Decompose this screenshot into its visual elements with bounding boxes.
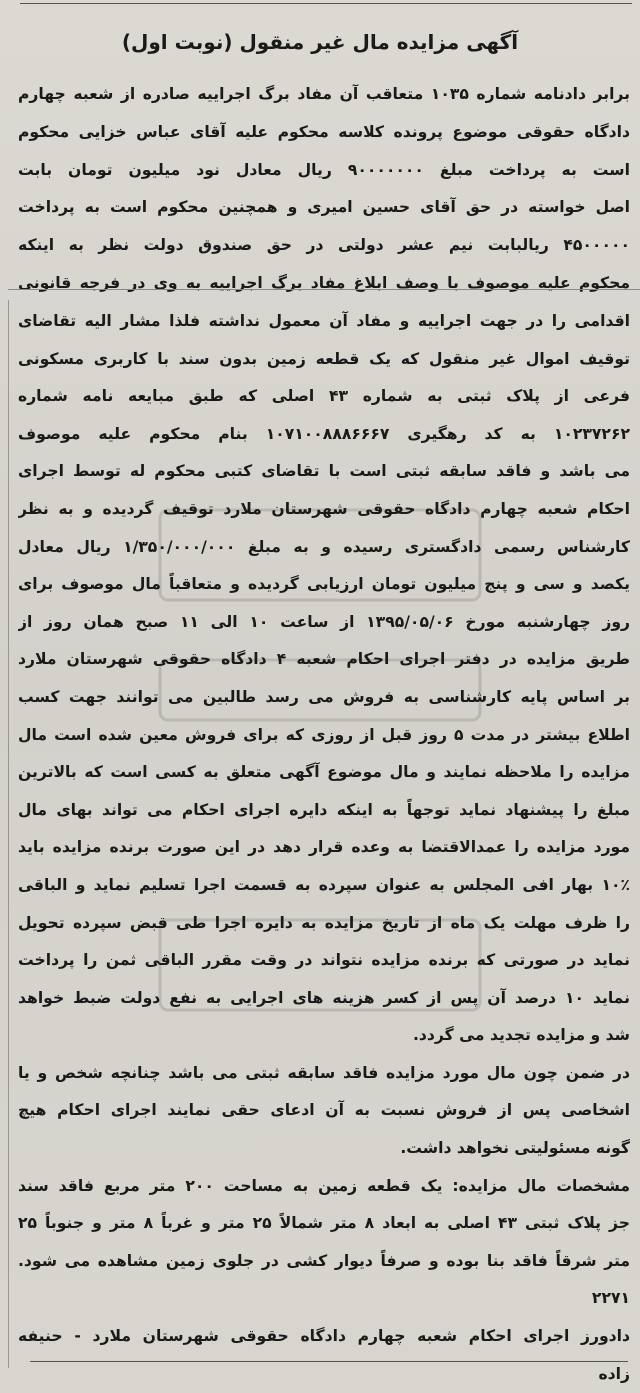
- text-line: مورد مزایده را عمدالاقتضا به وعده قرار دهد در این صورت برنده مزایده باید: [18, 838, 630, 857]
- text-line: شد و مزایده تجدید می گردد.: [412, 1026, 630, 1045]
- text-line: احکام شعبه چهارم دادگاه حقوقی شهرستان ملارد توقیف گردیده و به نظر: [18, 499, 630, 518]
- notice-body-bottom: [18, 303, 630, 1393]
- text-line: در ضمن چون مال مورد مزایده فاقد سابقه ثبتی می باشد چنانچه شخص و یا: [18, 1063, 630, 1082]
- text-line: متر شرقاً فاقد بنا بوده و صرفاً دیوار کشی در جلوی زمین مشاهده می شود.: [18, 1251, 630, 1270]
- text-line: اقدامی را در جهت اجراییه و مفاد آن معمول نداشته فلذا مشار الیه تقاضای: [18, 312, 630, 330]
- text-line: فرعی از پلاک ثبتی به شماره ۴۳ اصلی که طبق مبایعه نامه شماره: [18, 387, 630, 406]
- text-line: یکصد و سی و پنج میلیون تومان ارزیابی گردیده و متعاقباً مال موصوف برای: [18, 575, 630, 594]
- text-line: دادگاه حقوقی موضوع پرونده کلاسه محکوم علیه آقای عباس خزایی محکوم: [18, 122, 630, 141]
- text-line: بر اساس پایه کارشناسی به فروش می رسد طالبین می توانند جهت کسب: [18, 687, 630, 706]
- text-line: است به پرداخت مبلغ ۹۰۰۰۰۰۰۰ ریال معادل نود میلیون تومان بابت: [18, 160, 630, 179]
- text-line: گونه مسئولیتی نخواهد داشت.: [400, 1139, 630, 1158]
- text-line: اطلاع بیشتر در مدت ۵ روز قبل از روزی که برای فروش معین شده است مال: [18, 725, 630, 744]
- notice-body-top: [18, 76, 630, 303]
- text-line: اصل خواسته در حق آقای حسین امیری و همچنین محکوم است به پرداخت: [18, 198, 630, 217]
- text-line: مبلغ را پیشنهاد نماید توجهاً به اینکه دایره اجرای احکام می تواند بهای مال: [18, 800, 630, 819]
- text-line: مشخصات مال مزایده: یک قطعه زمین به مساحت ۲۰۰ متر مربع فاقد سند: [18, 1176, 630, 1195]
- text-line: ۴۵۰۰۰۰۰ ریالبابت نیم عشر دولتی در حق صندوق دولت نظر به اینکه: [18, 236, 630, 255]
- text-line: نماید در صورتی که برنده مزایده نتواند در وقت مقرر الباقی ثمن را پرداخت: [18, 951, 630, 970]
- margin-line: [8, 300, 9, 1368]
- text-line: ۲۲۷۱: [591, 1289, 630, 1308]
- text-line: توقیف اموال غیر منقول که یک قطعه زمین بدون سند با کاربری مسکونی: [18, 349, 630, 368]
- text-line: زاده: [598, 1364, 630, 1383]
- text-line: می باشد و فاقد سابقه ثبتی است با تقاضای کتبی محکوم له توسط اجرای: [18, 462, 630, 481]
- notice-title: آگهی مزایده مال غیر منقول (نوبت اول): [121, 30, 519, 54]
- text-line: جز پلاک ثبتی ۴۳ اصلی به ابعاد ۸ متر شمالاً ۲۵ متر و غرباً ۸ متر و جنوباً ۲۵: [18, 1214, 630, 1233]
- text-line: را ظرف مهلت یک ماه از تاریخ مزایده به دایره اجرا طی قبض سپرده تحویل: [18, 913, 630, 932]
- text-line: نماید ۱۰ درصد آن پس از کسر هزینه های اجرایی به نفع دولت ضبط خواهد: [18, 988, 630, 1007]
- text-line: اشخاصی پس از فروش نسبت به آن ادعای حقی نمایند اجرای احکام هیچ: [18, 1101, 630, 1120]
- top-rule: [20, 3, 632, 4]
- text-line: طریق مزایده در دفتر اجرای احکام شعبه ۴ دادگاه حقوقی شهرستان ملارد: [18, 650, 630, 669]
- text-line: ۱۰۲۳۷۲۶۲ به کد رهگیری ۱۰۷۱۰۰۸۸۸۶۶۶۷ بنام محکوم علیه موصوف: [18, 424, 630, 443]
- text-line: مزایده را ملاحظه نمایند و مال موضوع آگهی متعلق به کسی است که بالاترین: [18, 763, 630, 782]
- text-line: روز چهارشنبه مورخ ۱۳۹۵/۰۵/۰۶ از ساعت ۱۰ الی ۱۱ صبح همان روز از: [18, 612, 630, 631]
- column-seam: [8, 289, 640, 290]
- text-line: محکوم علیه موصوف با وصف ابلاغ مفاد برگ اجراییه به وی در فرجه قانونی: [18, 273, 630, 292]
- bottom-rule: [30, 1361, 628, 1362]
- text-line: برابر دادنامه شماره ۱۰۳۵ متعاقب آن مفاد برگ اجراییه صادره از شعبه چهارم: [18, 85, 630, 103]
- text-line: کارشناس رسمی دادگستری رسیده و به مبلغ ۱/۳۵۰/۰۰۰/۰۰۰ ریال معادل: [18, 537, 630, 556]
- text-line: ۱۰٪ بهار افی المجلس به عنوان سپرده به قسمت اجرا تسلیم نماید و الباقی: [18, 875, 630, 894]
- text-line: دادورز اجرای احکام شعبه چهارم دادگاه حقوقی شهرستان ملارد - حنیفه: [18, 1327, 630, 1346]
